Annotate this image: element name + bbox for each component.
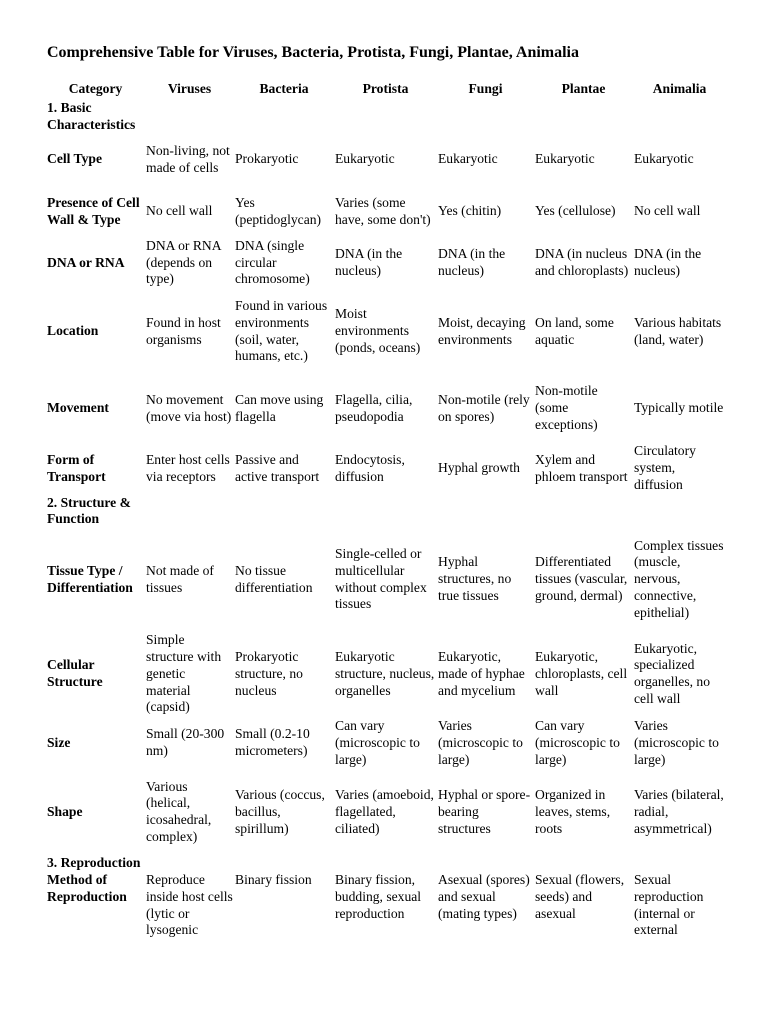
header-viruses: Viruses <box>167 80 212 96</box>
header-bacteria: Bacteria <box>259 80 309 96</box>
cell-protista: Flagella, cilia, pseudopodia <box>335 391 413 424</box>
cell-viruses: DNA or RNA (depends on type) <box>146 237 221 287</box>
cell-animalia: No cell wall <box>634 203 701 219</box>
cell-fungi: Hyphal or spore-bearing structures <box>438 786 531 836</box>
cell-viruses: Not made of tissues <box>146 562 214 595</box>
cell-bacteria: Found in various environments (soil, water, humans, etc.) <box>235 298 328 364</box>
cell-plantae: Differentiated tissues (vascular, ground, dermal) <box>535 554 628 604</box>
cell-bacteria: Prokaryotic structure, no nucleus <box>235 648 303 698</box>
table-row <box>46 238 726 289</box>
row-label: Cell Type <box>47 151 103 167</box>
cell-protista: Eukaryotic <box>335 151 395 167</box>
cell-viruses: Enter host cells via receptors <box>146 451 230 484</box>
cell-animalia: DNA (in the nucleus) <box>634 246 702 279</box>
table-row <box>46 631 726 717</box>
cell-protista: Can vary (microscopic to large) <box>335 717 420 767</box>
cell-animalia: Varies (microscopic to large) <box>634 717 719 767</box>
table-row <box>46 872 726 939</box>
section-title: 2. Structure & Function <box>47 494 131 527</box>
cell-fungi: Asexual (spores) and sexual (mating types) <box>438 871 530 921</box>
cell-viruses: Reproduce inside host cells (lytic or lysogenic <box>146 871 233 938</box>
section-title: 3. Reproduction <box>47 855 141 871</box>
header-fungi: Fungi <box>468 80 503 96</box>
table-row <box>46 717 726 769</box>
cell-fungi: Hyphal structures, no true tissues <box>438 554 512 604</box>
cell-plantae: Eukaryotic, chloroplasts, cell wall <box>535 648 628 698</box>
row-label: Cellular Structure <box>47 657 103 690</box>
cell-protista: Varies (amoeboid, flagellated, ciliated) <box>335 786 434 836</box>
header-animalia: Animalia <box>652 80 707 96</box>
cell-animalia: Circulatory system, diffusion <box>634 443 696 492</box>
cell-fungi: Eukaryotic <box>438 151 498 167</box>
cell-fungi: Eukaryotic, made of hyphae and mycelium <box>438 648 525 698</box>
cell-viruses: Small (20-300 nm) <box>146 726 225 759</box>
cell-bacteria: Various (coccus, bacillus, spirillum) <box>235 786 325 836</box>
section-header-row <box>46 100 726 134</box>
cell-viruses: Found in host organisms <box>146 314 221 347</box>
cell-plantae: DNA (in nucleus and chloroplasts) <box>535 246 629 279</box>
cell-animalia: Various habitats (land, water) <box>634 314 722 347</box>
cell-viruses: Simple structure with genetic material (capsid) <box>146 632 222 715</box>
cell-animalia: Varies (bilateral, radial, asymmetrical) <box>634 786 724 836</box>
table-row <box>46 443 726 495</box>
table-row <box>46 375 726 443</box>
table-row <box>46 528 726 631</box>
table-row <box>46 289 726 375</box>
cell-plantae: Xylem and phloem transport <box>535 451 628 484</box>
cell-protista: DNA (in the nucleus) <box>335 246 403 279</box>
cell-fungi: Yes (chitin) <box>438 203 502 219</box>
cell-bacteria: Binary fission <box>235 871 312 887</box>
row-label: Form of Transport <box>47 451 106 484</box>
cell-fungi: Non-motile (rely on spores) <box>438 391 530 424</box>
cell-plantae: Eukaryotic <box>535 151 595 167</box>
cell-bacteria: Small (0.2-10 micrometers) <box>235 726 310 759</box>
cell-animalia: Sexual reproduction (internal or external <box>634 871 704 938</box>
cell-protista: Single-celled or multicellular without complex tissues <box>335 546 427 612</box>
cell-plantae: Yes (cellulose) <box>535 203 616 219</box>
table-row <box>46 134 726 186</box>
cell-protista: Endocytosis, diffusion <box>335 451 405 484</box>
row-label: Presence of Cell Wall & Type <box>47 194 140 227</box>
cell-animalia: Eukaryotic <box>634 151 694 167</box>
cell-bacteria: Can move using flagella <box>235 391 324 424</box>
table-row <box>46 769 726 855</box>
cell-plantae: Non-motile (some exceptions) <box>535 383 598 432</box>
cell-viruses: Various (helical, icosahedral, complex) <box>146 778 212 844</box>
row-label: DNA or RNA <box>47 254 125 270</box>
cell-fungi: Hyphal growth <box>438 460 520 476</box>
header-plantae: Plantae <box>561 80 606 96</box>
cell-viruses: Non-living, not made of cells <box>146 142 230 175</box>
row-label: Size <box>47 734 71 750</box>
cell-fungi: Moist, decaying environments <box>438 314 526 347</box>
cell-protista: Eukaryotic structure, nucleus, organelles <box>335 648 435 698</box>
cell-fungi: DNA (in the nucleus) <box>438 246 506 279</box>
header-protista: Protista <box>362 80 409 96</box>
header-row <box>46 78 726 100</box>
row-label: Location <box>47 323 99 339</box>
comparison-table <box>46 78 726 939</box>
cell-protista: Varies (some have, some don't) <box>335 194 431 227</box>
cell-plantae: Can vary (microscopic to large) <box>535 717 620 767</box>
cell-bacteria: Prokaryotic <box>235 151 299 167</box>
page-title: Comprehensive Table for Viruses, Bacteria, Protista, Fungi, Plantae, Animalia <box>47 44 579 61</box>
cell-animalia: Eukaryotic, specialized organelles, no cell wall <box>634 640 711 706</box>
row-label: Method of Reproduction <box>47 871 127 904</box>
row-label: Movement <box>47 400 109 416</box>
cell-animalia: Complex tissues (muscle, nervous, connective, epithelial) <box>634 537 724 620</box>
section-header-row <box>46 495 726 529</box>
row-label: Shape <box>47 803 83 819</box>
cell-bacteria: Passive and active transport <box>235 451 320 484</box>
cell-bacteria: DNA (single circular chromosome) <box>235 237 310 287</box>
cell-bacteria: Yes (peptidoglycan) <box>235 194 322 227</box>
cell-plantae: Organized in leaves, stems, roots <box>535 786 611 836</box>
row-label: Tissue Type / Differentiation <box>47 562 133 595</box>
cell-fungi: Varies (microscopic to large) <box>438 717 523 767</box>
header-category: Category <box>68 80 123 96</box>
table-row <box>46 186 726 238</box>
cell-bacteria: No tissue differentiation <box>235 562 313 595</box>
section-header-row <box>46 855 726 872</box>
cell-protista: Binary fission, budding, sexual reproduction <box>335 871 422 921</box>
section-title: 1. Basic Characteristics <box>47 100 136 132</box>
cell-protista: Moist environments (ponds, oceans) <box>335 306 421 355</box>
cell-plantae: Sexual (flowers, seeds) and asexual <box>535 871 625 921</box>
cell-viruses: No movement (move via host) <box>146 391 232 424</box>
cell-animalia: Typically motile <box>634 400 724 416</box>
cell-viruses: No cell wall <box>146 203 213 219</box>
cell-plantae: On land, some aquatic <box>535 314 614 347</box>
